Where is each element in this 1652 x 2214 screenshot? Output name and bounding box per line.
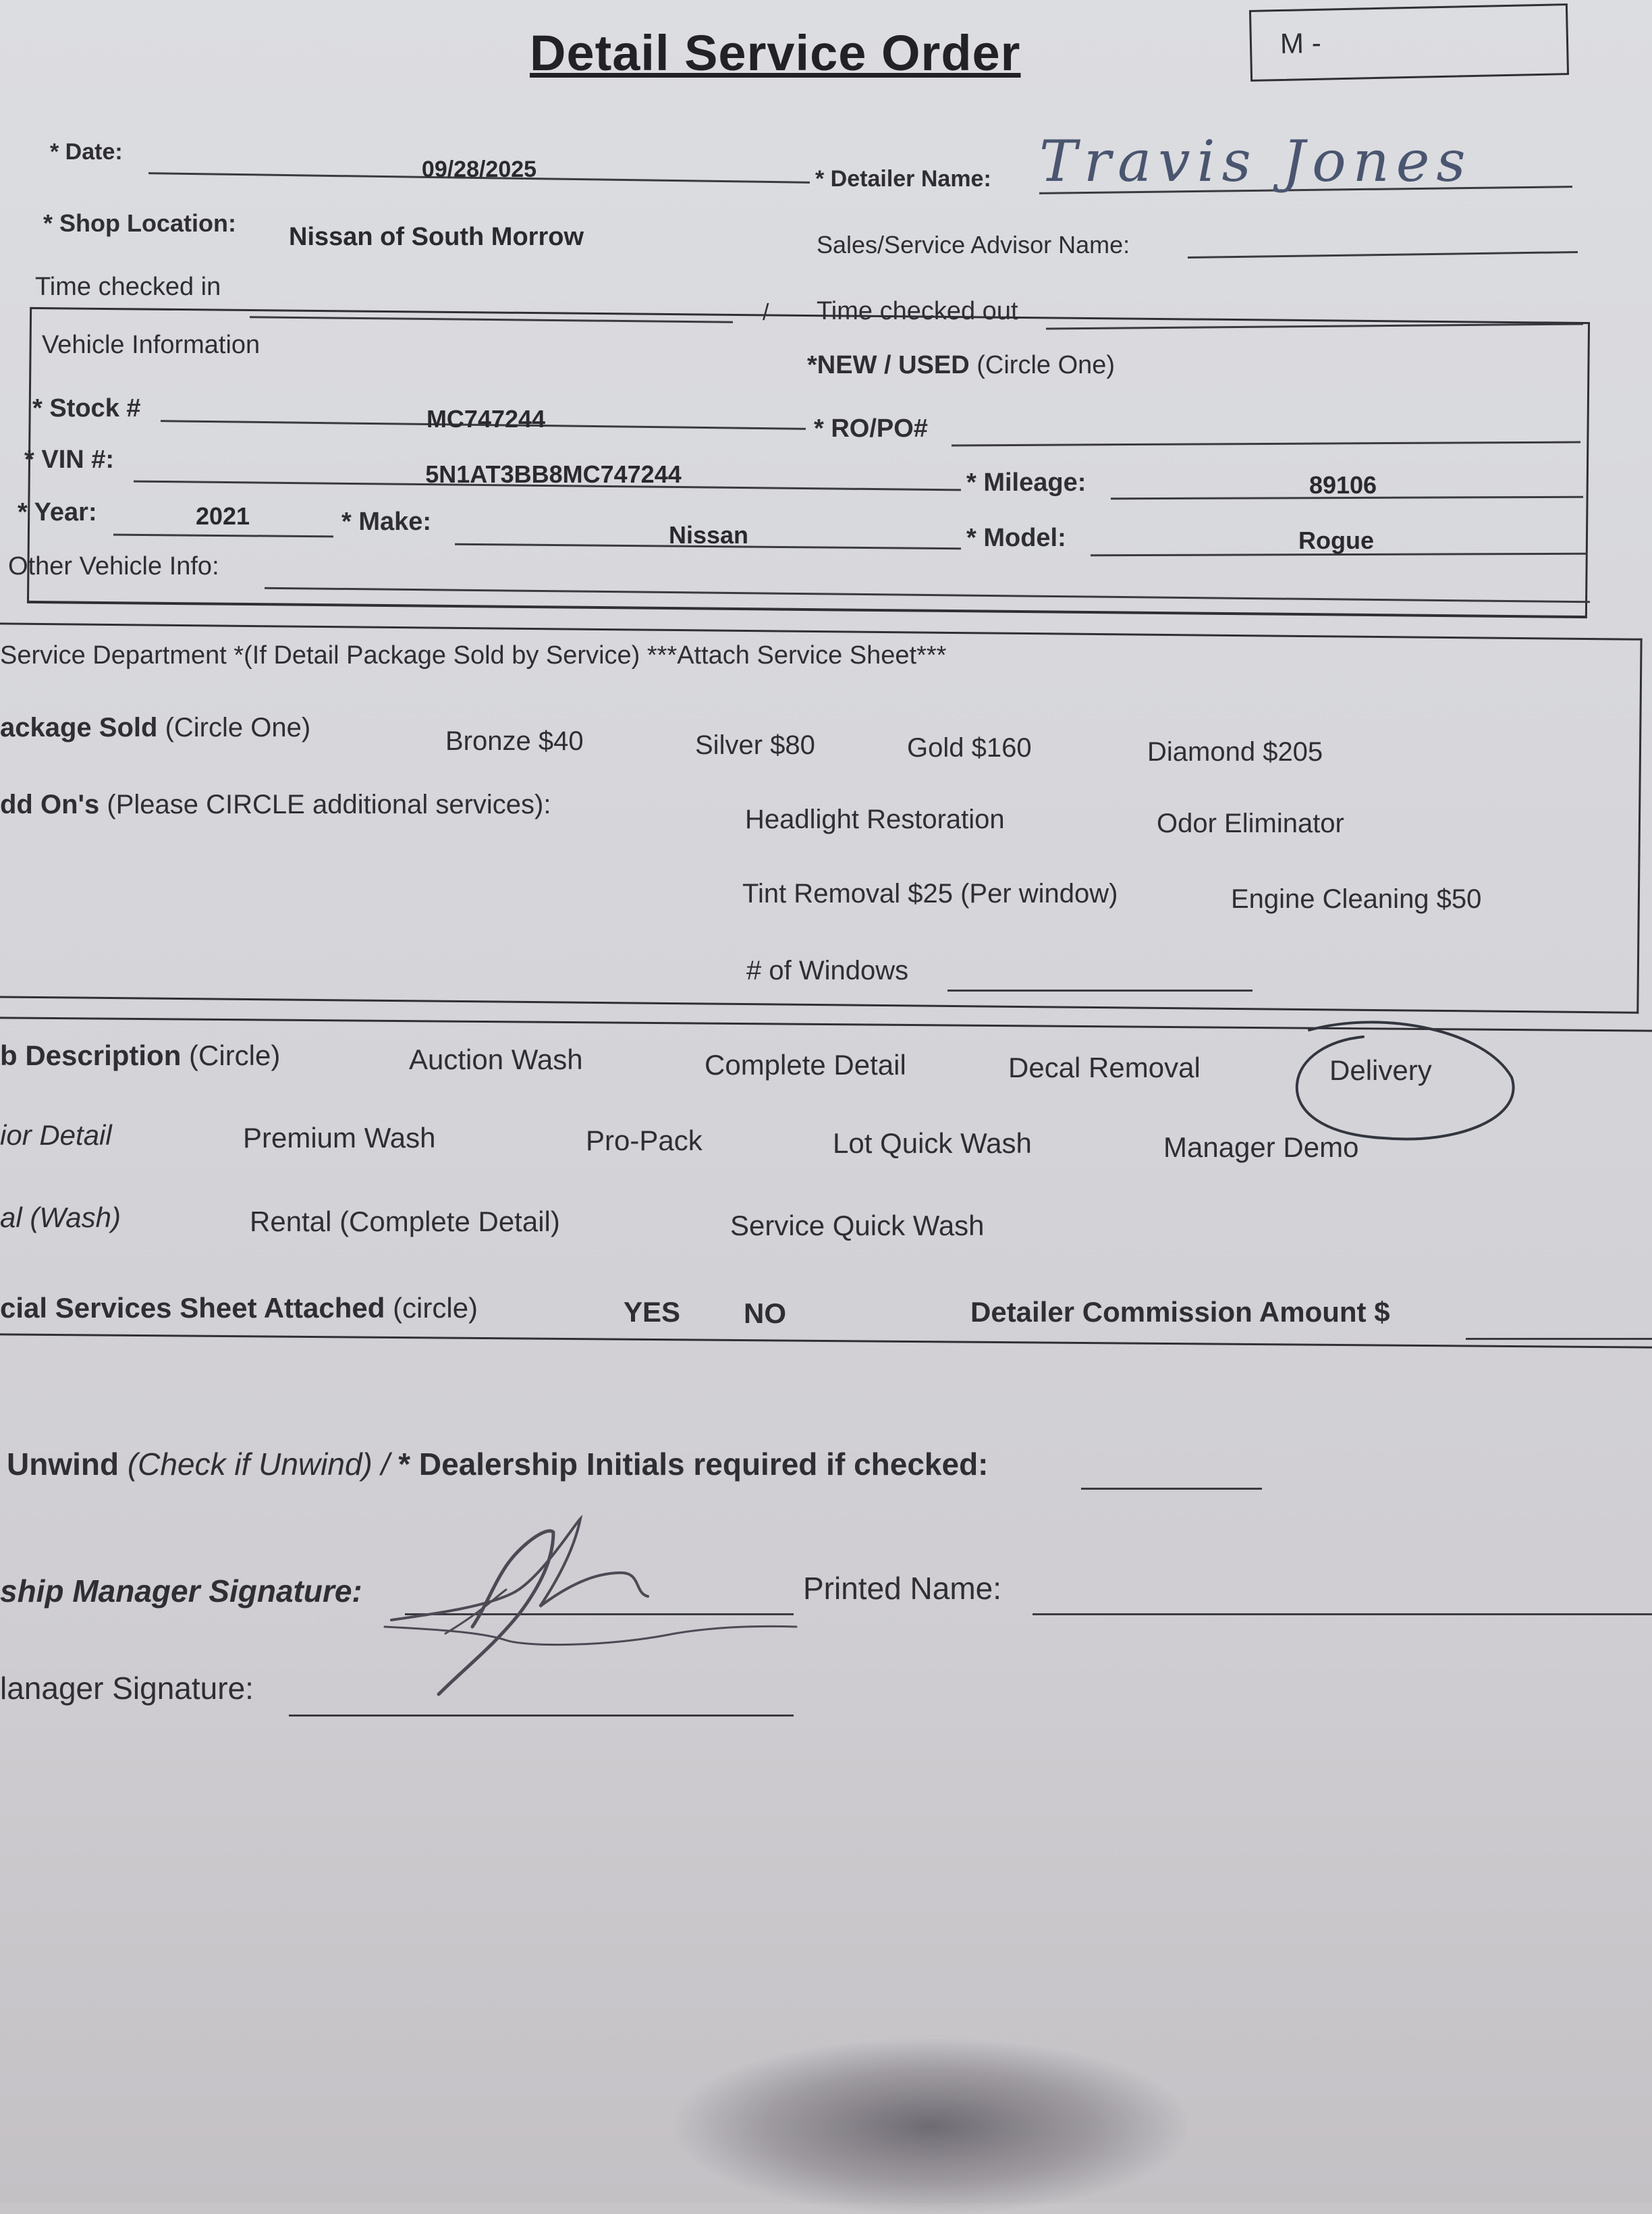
job-manager-demo[interactable]: Manager Demo bbox=[1163, 1131, 1359, 1163]
addon-tint-removal[interactable]: Tint Removal $25 (Per window) bbox=[742, 879, 1118, 909]
make-value[interactable]: Nissan bbox=[668, 521, 749, 549]
package-gold[interactable]: Gold $160 bbox=[907, 733, 1032, 763]
special-no[interactable]: NO bbox=[744, 1297, 786, 1329]
dealership-initials-label: * Dealership Initials required if checked: bbox=[398, 1447, 989, 1482]
advisor-line[interactable] bbox=[1188, 251, 1578, 259]
mileage-label: * Mileage: bbox=[966, 468, 1086, 497]
commission-label: Detailer Commission Amount $ bbox=[970, 1296, 1390, 1328]
windows-label: # of Windows bbox=[746, 956, 909, 986]
package-hint: (Circle One) bbox=[165, 713, 311, 742]
unwind-label[interactable]: Unwind bbox=[7, 1447, 119, 1482]
job-decal-removal[interactable]: Decal Removal bbox=[1008, 1052, 1201, 1083]
m-number-box[interactable] bbox=[1249, 3, 1569, 82]
shop-location-label: * Shop Location: bbox=[43, 209, 236, 237]
new-used-row bbox=[807, 351, 1115, 380]
job-rental-wash[interactable]: al (Wash) bbox=[0, 1202, 121, 1233]
job-description-hint: (Circle) bbox=[189, 1040, 281, 1071]
year-value[interactable]: 2021 bbox=[195, 502, 250, 530]
addon-odor[interactable]: Odor Eliminator bbox=[1157, 809, 1344, 838]
package-diamond[interactable]: Diamond $205 bbox=[1147, 737, 1323, 767]
special-services-hint: (circle) bbox=[393, 1292, 478, 1324]
addons-row bbox=[0, 790, 551, 820]
job-premium-wash[interactable]: Premium Wash bbox=[243, 1122, 436, 1154]
time-slash: / bbox=[763, 300, 769, 325]
stock-value[interactable]: MC747244 bbox=[426, 405, 546, 433]
camera-shadow bbox=[675, 2039, 1188, 2214]
manager-signature-label: ship Manager Signature: bbox=[0, 1573, 362, 1609]
job-rental-complete-detail[interactable]: Rental (Complete Detail) bbox=[250, 1206, 560, 1237]
manager2-signature-label: lanager Signature: bbox=[0, 1671, 254, 1706]
addons-label: dd On's bbox=[0, 790, 100, 819]
job-lot-quick-wash[interactable]: Lot Quick Wash bbox=[833, 1127, 1032, 1159]
time-in-label: Time checked in bbox=[35, 273, 221, 301]
initials-line[interactable] bbox=[1081, 1488, 1262, 1490]
advisor-label: Sales/Service Advisor Name: bbox=[817, 231, 1130, 259]
job-service-quick-wash[interactable]: Service Quick Wash bbox=[730, 1210, 985, 1241]
package-sold-row bbox=[0, 713, 310, 743]
model-value[interactable]: Rogue bbox=[1298, 526, 1374, 554]
detailer-label: * Detailer Name: bbox=[815, 166, 991, 192]
unwind-hint: (Check if Unwind) / bbox=[127, 1447, 390, 1482]
other-vehicle-label: Other Vehicle Info: bbox=[8, 552, 219, 580]
special-services-label: cial Services Sheet Attached bbox=[0, 1292, 385, 1324]
windows-line[interactable] bbox=[947, 990, 1252, 992]
job-pro-pack[interactable]: Pro-Pack bbox=[586, 1125, 703, 1156]
date-value[interactable]: 09/28/2025 bbox=[421, 157, 537, 182]
special-services-row bbox=[0, 1292, 478, 1324]
job-description-label: b Description bbox=[0, 1040, 182, 1071]
job-interior-detail[interactable]: ior Detail bbox=[0, 1119, 112, 1151]
ro-po-label: * RO/PO# bbox=[814, 414, 928, 443]
make-label: * Make: bbox=[341, 508, 432, 536]
addon-headlight[interactable]: Headlight Restoration bbox=[745, 805, 1005, 834]
job-auction-wash[interactable]: Auction Wash bbox=[409, 1044, 583, 1075]
addon-engine-cleaning[interactable]: Engine Cleaning $50 bbox=[1231, 884, 1482, 914]
manager2-signature-line[interactable] bbox=[289, 1714, 794, 1717]
model-label: * Model: bbox=[966, 524, 1066, 552]
time-out-label: Time checked out bbox=[817, 297, 1018, 325]
printed-name-line[interactable] bbox=[1032, 1613, 1652, 1615]
date-label: * Date: bbox=[50, 139, 123, 165]
printed-name-label: Printed Name: bbox=[803, 1571, 1002, 1606]
form-title: Detail Service Order bbox=[530, 25, 1021, 81]
addons-hint: (Please CIRCLE additional services): bbox=[107, 790, 551, 819]
special-yes[interactable]: YES bbox=[624, 1296, 681, 1328]
service-dept-header: Service Department *(If Detail Package Sold by Service) ***Attach Service Sheet*** bbox=[0, 641, 947, 670]
package-silver[interactable]: Silver $80 bbox=[695, 730, 815, 760]
vin-value[interactable]: 5N1AT3BB8MC747244 bbox=[425, 460, 682, 488]
mileage-value[interactable]: 89106 bbox=[1309, 471, 1377, 499]
m-number-label: M - bbox=[1279, 26, 1322, 59]
manager-signature-scribble bbox=[351, 1512, 823, 1708]
job-complete-detail[interactable]: Complete Detail bbox=[705, 1049, 906, 1081]
year-label: * Year: bbox=[18, 498, 97, 526]
package-sold-label: ackage Sold bbox=[0, 713, 158, 742]
unwind-row bbox=[7, 1446, 989, 1482]
vehicle-info-label: Vehicle Information bbox=[42, 331, 260, 359]
circle-one-hint: (Circle One) bbox=[976, 351, 1116, 379]
package-bronze[interactable]: Bronze $40 bbox=[445, 726, 584, 756]
new-used-label[interactable]: *NEW / USED bbox=[807, 351, 970, 379]
commission-line[interactable] bbox=[1466, 1338, 1652, 1340]
job-delivery[interactable]: Delivery bbox=[1329, 1054, 1432, 1086]
shop-location-value[interactable]: Nissan of South Morrow bbox=[289, 223, 584, 251]
stock-label: * Stock # bbox=[32, 394, 141, 423]
job-description-row bbox=[0, 1040, 280, 1072]
detailer-signature[interactable]: Travis Jones bbox=[1039, 128, 1472, 194]
vin-label: * VIN #: bbox=[24, 446, 115, 474]
